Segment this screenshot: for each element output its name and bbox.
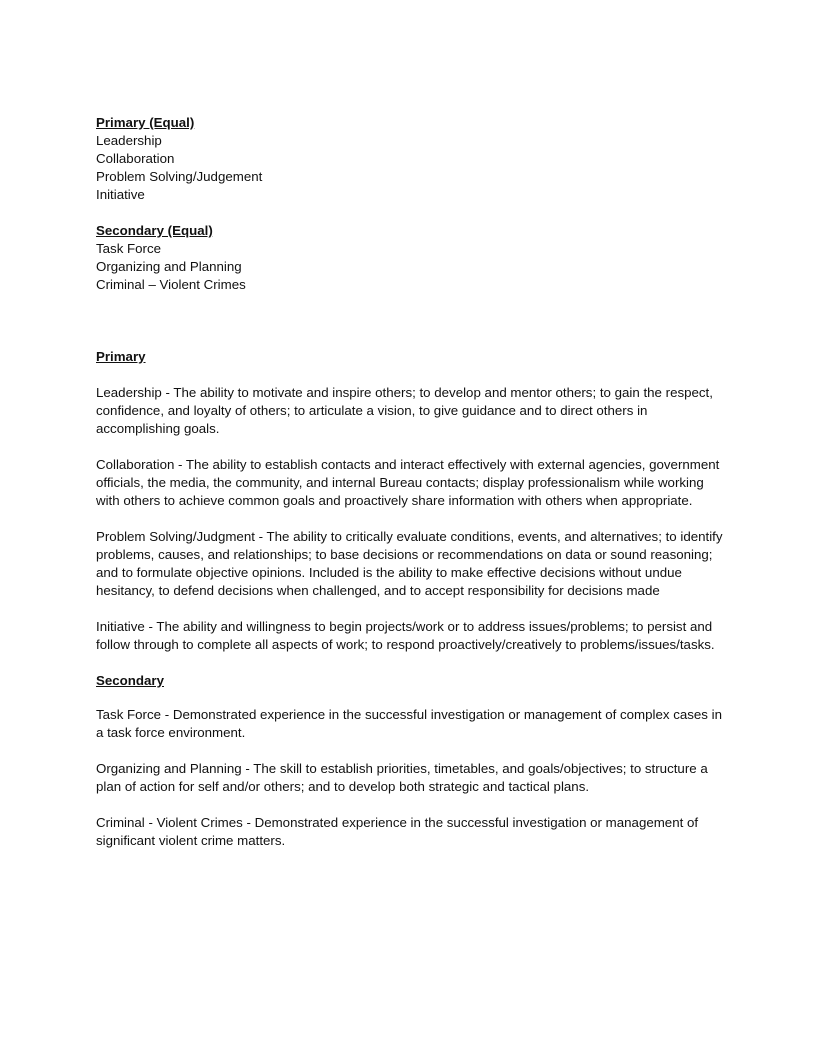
secondary-section [96,672,726,850]
summary-primary-item: Leadership [96,133,162,148]
primary-section-heading: Primary [96,349,146,364]
leadership-paragraph: Leadership - The ability to motivate and inspire others; to develop and mentor others; to gain the respect, confidence, and loyalty of others; to articulate a vision, to give guidance and to direct others in accomplishing goals. [96,385,713,436]
primary-section [96,348,726,654]
document-page [96,114,726,850]
task-force-paragraph: Task Force - Demonstrated experience in the successful investigation or management of complex cases in a task force environment. [96,707,722,740]
violent-crimes-paragraph: Criminal - Violent Crimes - Demonstrated experience in the successful investigation or management of significant violent crime matters. [96,815,699,848]
problem-solving-paragraph: Problem Solving/Judgment - The ability to critically evaluate conditions, events, and alternatives; to identify problems, causes, and relationships; to base decisions or recommendations on data or sound reasoning; and to formulate objective opinions. Included is the ability to make effective decisions without undue hesitancy, to defend decisions when challenged, and to accept responsibility for decisions made [96,529,723,598]
summary-primary-item: Initiative [96,187,145,202]
secondary-section-heading: Secondary [96,673,164,688]
collaboration-paragraph: Collaboration - The ability to establish contacts and interact effectively with external agencies, government officials, the media, the community, and internal Bureau contacts; display professionalism while working with others to achieve common goals and proactively share information with others when appropriate. [96,457,720,508]
summary-secondary-item: Organizing and Planning [96,259,242,274]
summary-primary [96,114,726,204]
summary-secondary-heading: Secondary (Equal) [96,223,213,238]
summary-primary-item: Collaboration [96,151,175,166]
summary-primary-heading: Primary (Equal) [96,115,195,130]
summary-primary-item: Problem Solving/Judgement [96,169,263,184]
organizing-planning-paragraph: Organizing and Planning - The skill to establish priorities, timetables, and goals/objectives; to structure a plan of action for self and/or others; and to develop both strategic and tactical plans. [96,761,708,794]
summary-secondary [96,222,726,294]
summary-secondary-item: Task Force [96,241,162,256]
summary-secondary-item: Criminal – Violent Crimes [96,277,246,292]
initiative-paragraph: Initiative - The ability and willingness to begin projects/work or to address issues/problems; to persist and follow through to complete all aspects of work; to respond proactively/creatively to problems/issues/tasks. [96,619,715,652]
